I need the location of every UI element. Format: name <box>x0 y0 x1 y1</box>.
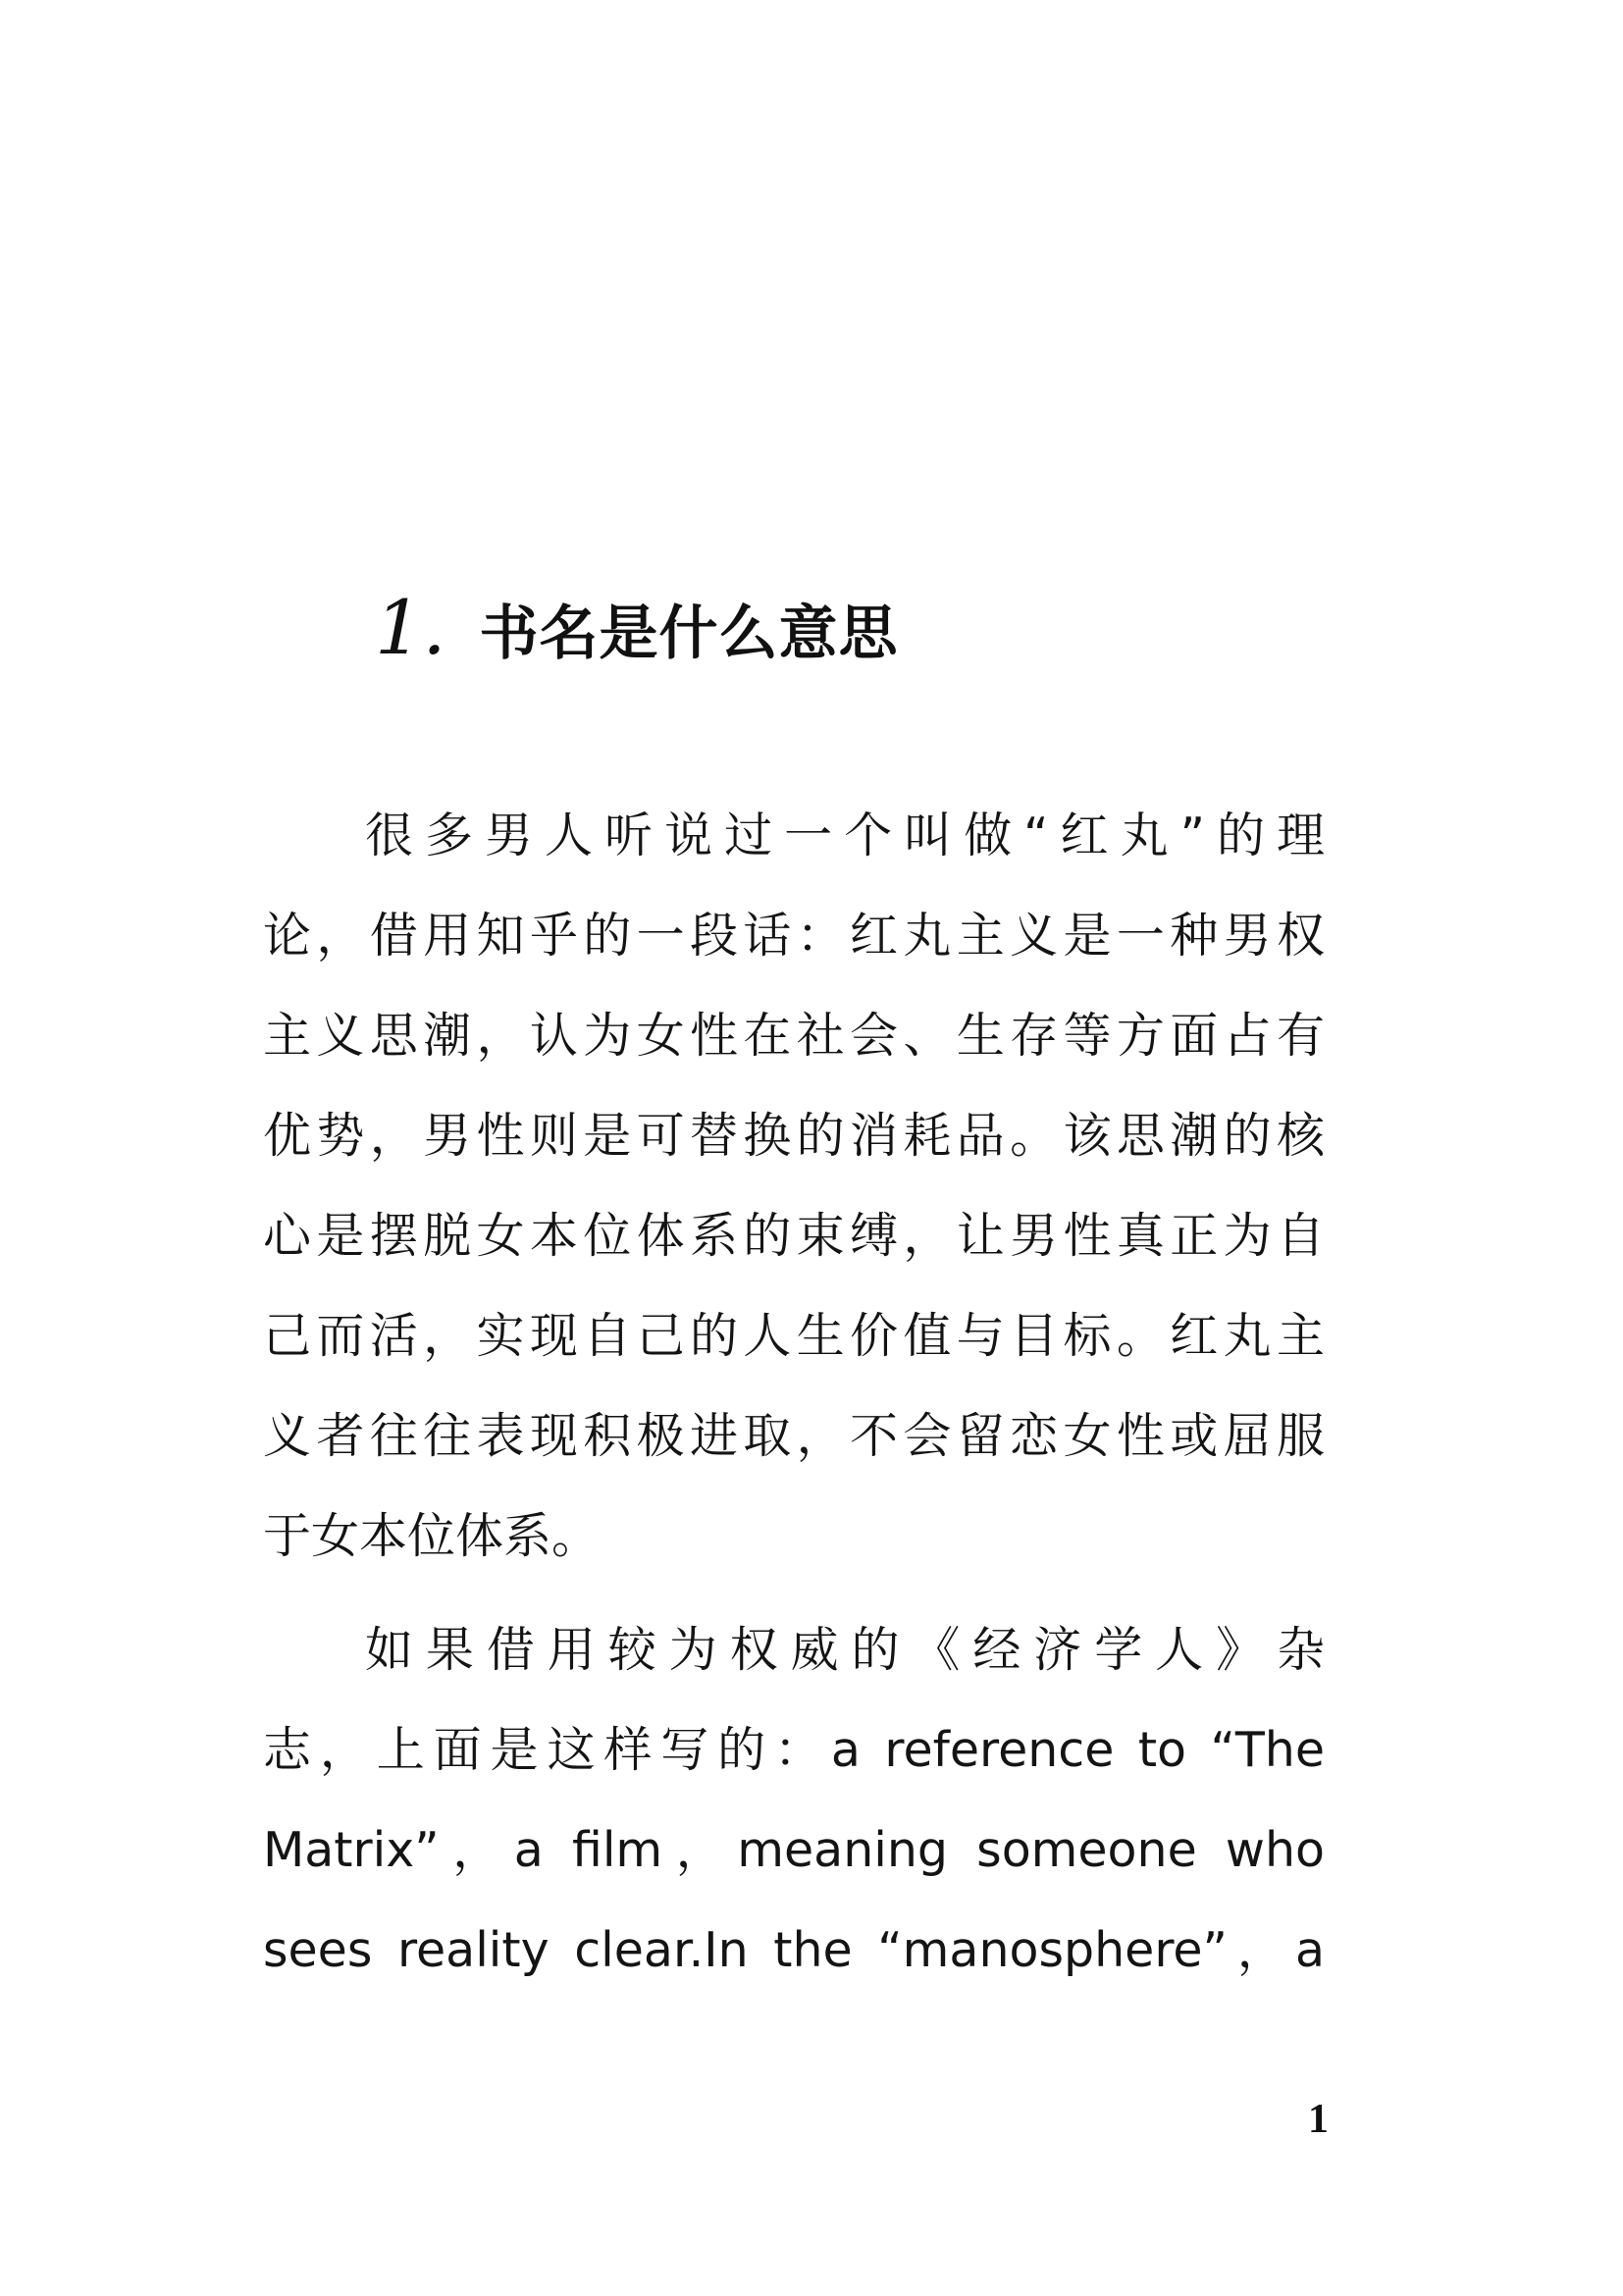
paragraph-line: 优势，男性则是可替换的消耗品。该思潮的核 <box>263 1108 1325 1164</box>
paragraph-line: 于女本位体系。 <box>263 1508 601 1564</box>
paragraph-line: 己而活，实现自己的人生价值与目标。红丸主 <box>263 1308 1325 1364</box>
chapter-number: 1. <box>375 584 446 671</box>
paragraph-line: 主义思潮，认为女性在社会、生存等方面占有 <box>263 1008 1325 1064</box>
paragraph-line: 论，借用知乎的一段话：红丸主义是一种男权 <box>263 908 1325 964</box>
paragraph-line: 志，上面是这样写的：a reference to “The <box>263 1722 1325 1778</box>
paragraph-line: 如果借用较为权威的《经济学人》杂 <box>365 1622 1325 1678</box>
paragraph-line: 义者往往表现积极进取，不会留恋女性或屈服 <box>263 1408 1325 1464</box>
chapter-title: 书名是什么意思 <box>479 600 899 668</box>
paragraph-line: 很多男人听说过一个叫做“红丸”的理 <box>365 808 1325 863</box>
page-number: 1 <box>1308 2097 1329 2142</box>
paragraph-line: Matrix”，a film，meaning someone who <box>263 1822 1325 1878</box>
paragraph-line: sees reality clear.In the “manosphere”，a <box>263 1922 1325 1978</box>
paragraph-line: 心是摆脱女本位体系的束缚，让男性真正为自 <box>263 1208 1325 1264</box>
chapter-heading <box>375 574 899 682</box>
